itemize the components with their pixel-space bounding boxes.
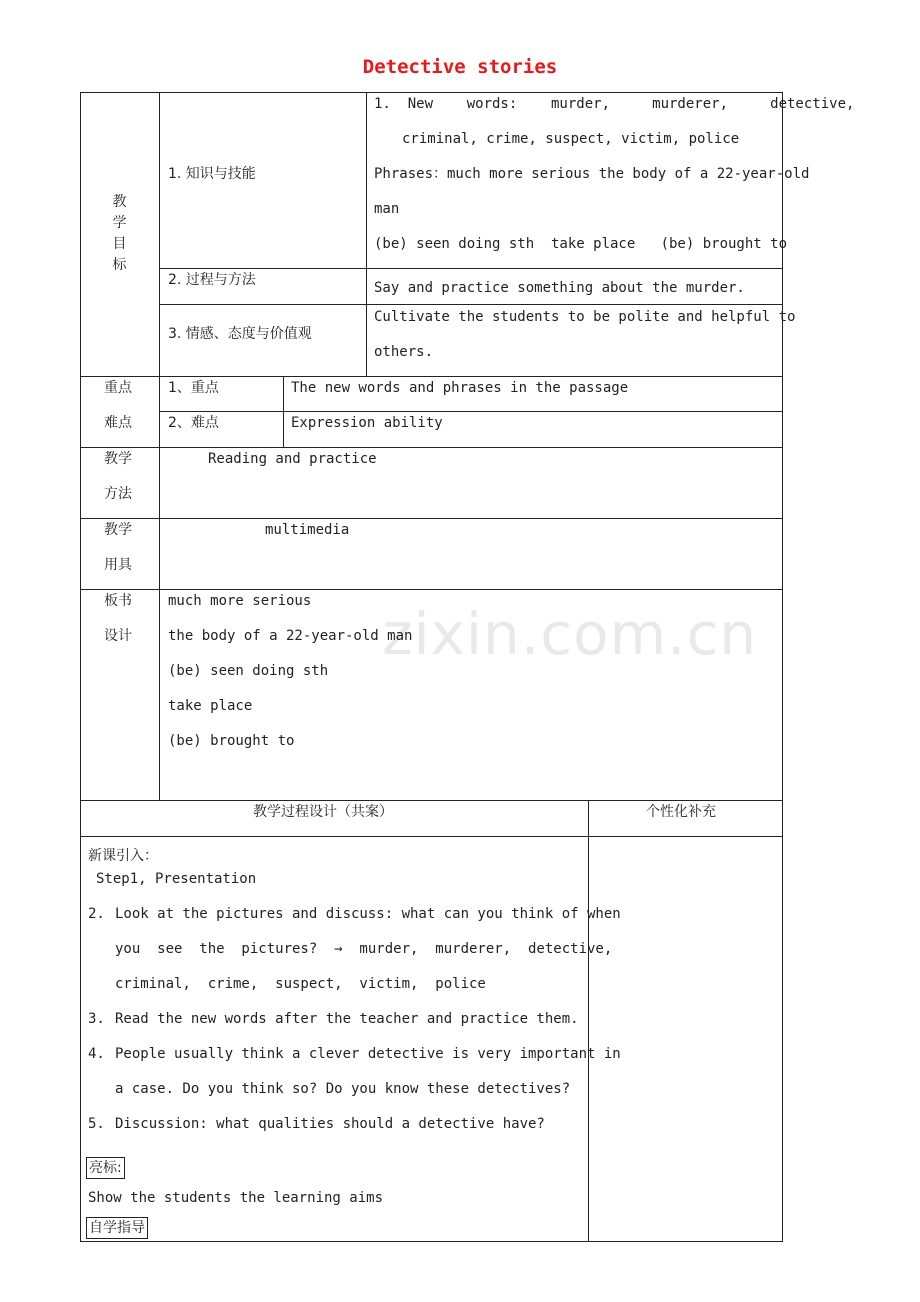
divider [366, 92, 367, 377]
divider [283, 376, 284, 448]
difficulty-label: 2、难点 [168, 415, 219, 431]
item-line: People usually think a clever detective is very important in [115, 1046, 621, 1062]
divider [80, 518, 783, 519]
tools-label: 教学 [104, 522, 132, 538]
label-char: 目 [112, 236, 127, 252]
process-text: Say and practice something about the murder. [374, 280, 745, 296]
item-number: 4. [88, 1046, 105, 1062]
knowledge-line: 1. New words: murder, murderer, detective, [374, 96, 855, 112]
board-line: (be) brought to [168, 733, 295, 749]
focus-label: 1、重点 [168, 380, 219, 396]
divider [159, 304, 783, 305]
divider [588, 800, 589, 1242]
key-points-label: 重点 [104, 380, 132, 396]
board-line: the body of a 22-year-old man [168, 628, 413, 644]
item-line: a case. Do you think so? Do you know these detectives? [115, 1081, 571, 1097]
table-border-top [80, 92, 783, 93]
tools-text: multimedia [265, 522, 350, 538]
item-line: Read the new words after the teacher and practice them. [115, 1011, 579, 1027]
label-char: 教 [112, 194, 127, 210]
label-char: 学 [112, 215, 127, 231]
method-label: 教学 [104, 451, 132, 467]
focus-text: The new words and phrases in the passage [291, 380, 629, 396]
aims-text: Show the students the learning aims [88, 1190, 384, 1206]
watermark: zixin.com.cn [382, 600, 758, 668]
method-text: Reading and practice [208, 451, 377, 467]
objectives-label [80, 192, 159, 276]
emotion-label: 3. 情感、态度与价值观 [168, 326, 312, 342]
knowledge-label: 1. 知识与技能 [168, 166, 256, 182]
divider [80, 447, 783, 448]
divider [159, 92, 160, 801]
divider [80, 376, 783, 377]
item-number: 3. [88, 1011, 105, 1027]
divider [80, 836, 783, 837]
table-border-bottom [80, 1241, 783, 1242]
item-number: 2. [88, 906, 105, 922]
page-title: Detective stories [362, 56, 558, 78]
divider [80, 800, 783, 801]
supplement-header: 个性化补充 [646, 804, 716, 820]
process-design-header: 教学过程设计（共案） [253, 804, 393, 820]
tools-label: 用具 [104, 557, 132, 573]
item-line: you see the pictures? → murder, murderer, detective, [115, 941, 613, 957]
item-line: criminal, crime, suspect, victim, police [115, 976, 486, 992]
item-line: Look at the pictures and discuss: what can you think of when [115, 906, 621, 922]
divider [159, 268, 783, 269]
knowledge-line: man [374, 201, 400, 217]
step1: Step1, Presentation [96, 871, 257, 887]
item-number: 5. [88, 1116, 105, 1132]
emotion-line: others. [374, 344, 434, 360]
emotion-line: Cultivate the students to be polite and helpful to [374, 309, 796, 325]
board-label: 板书 [104, 593, 132, 609]
board-line: much more serious [168, 593, 312, 609]
process-label: 2. 过程与方法 [168, 272, 256, 288]
divider [80, 589, 783, 590]
difficulty-text: Expression ability [291, 415, 443, 431]
board-line: take place [168, 698, 253, 714]
label-char: 标 [112, 257, 127, 273]
knowledge-line: Phrases：much more serious the body of a 22-year-old [374, 166, 810, 182]
aims-label: 亮标: [86, 1157, 125, 1179]
divider [159, 411, 783, 412]
board-label: 设计 [104, 628, 132, 644]
self-study-label: 自学指导 [86, 1217, 148, 1239]
knowledge-line: (be) seen doing sth take place (be) brought to [374, 236, 788, 252]
item-line: Discussion: what qualities should a detective have? [115, 1116, 545, 1132]
key-points-label: 难点 [104, 415, 132, 431]
intro-label: 新课引入： [88, 848, 158, 864]
table-border-right [782, 92, 783, 1242]
method-label: 方法 [104, 486, 132, 502]
board-line: (be) seen doing sth [168, 663, 329, 679]
knowledge-line: criminal, crime, suspect, victim, police [402, 131, 740, 147]
